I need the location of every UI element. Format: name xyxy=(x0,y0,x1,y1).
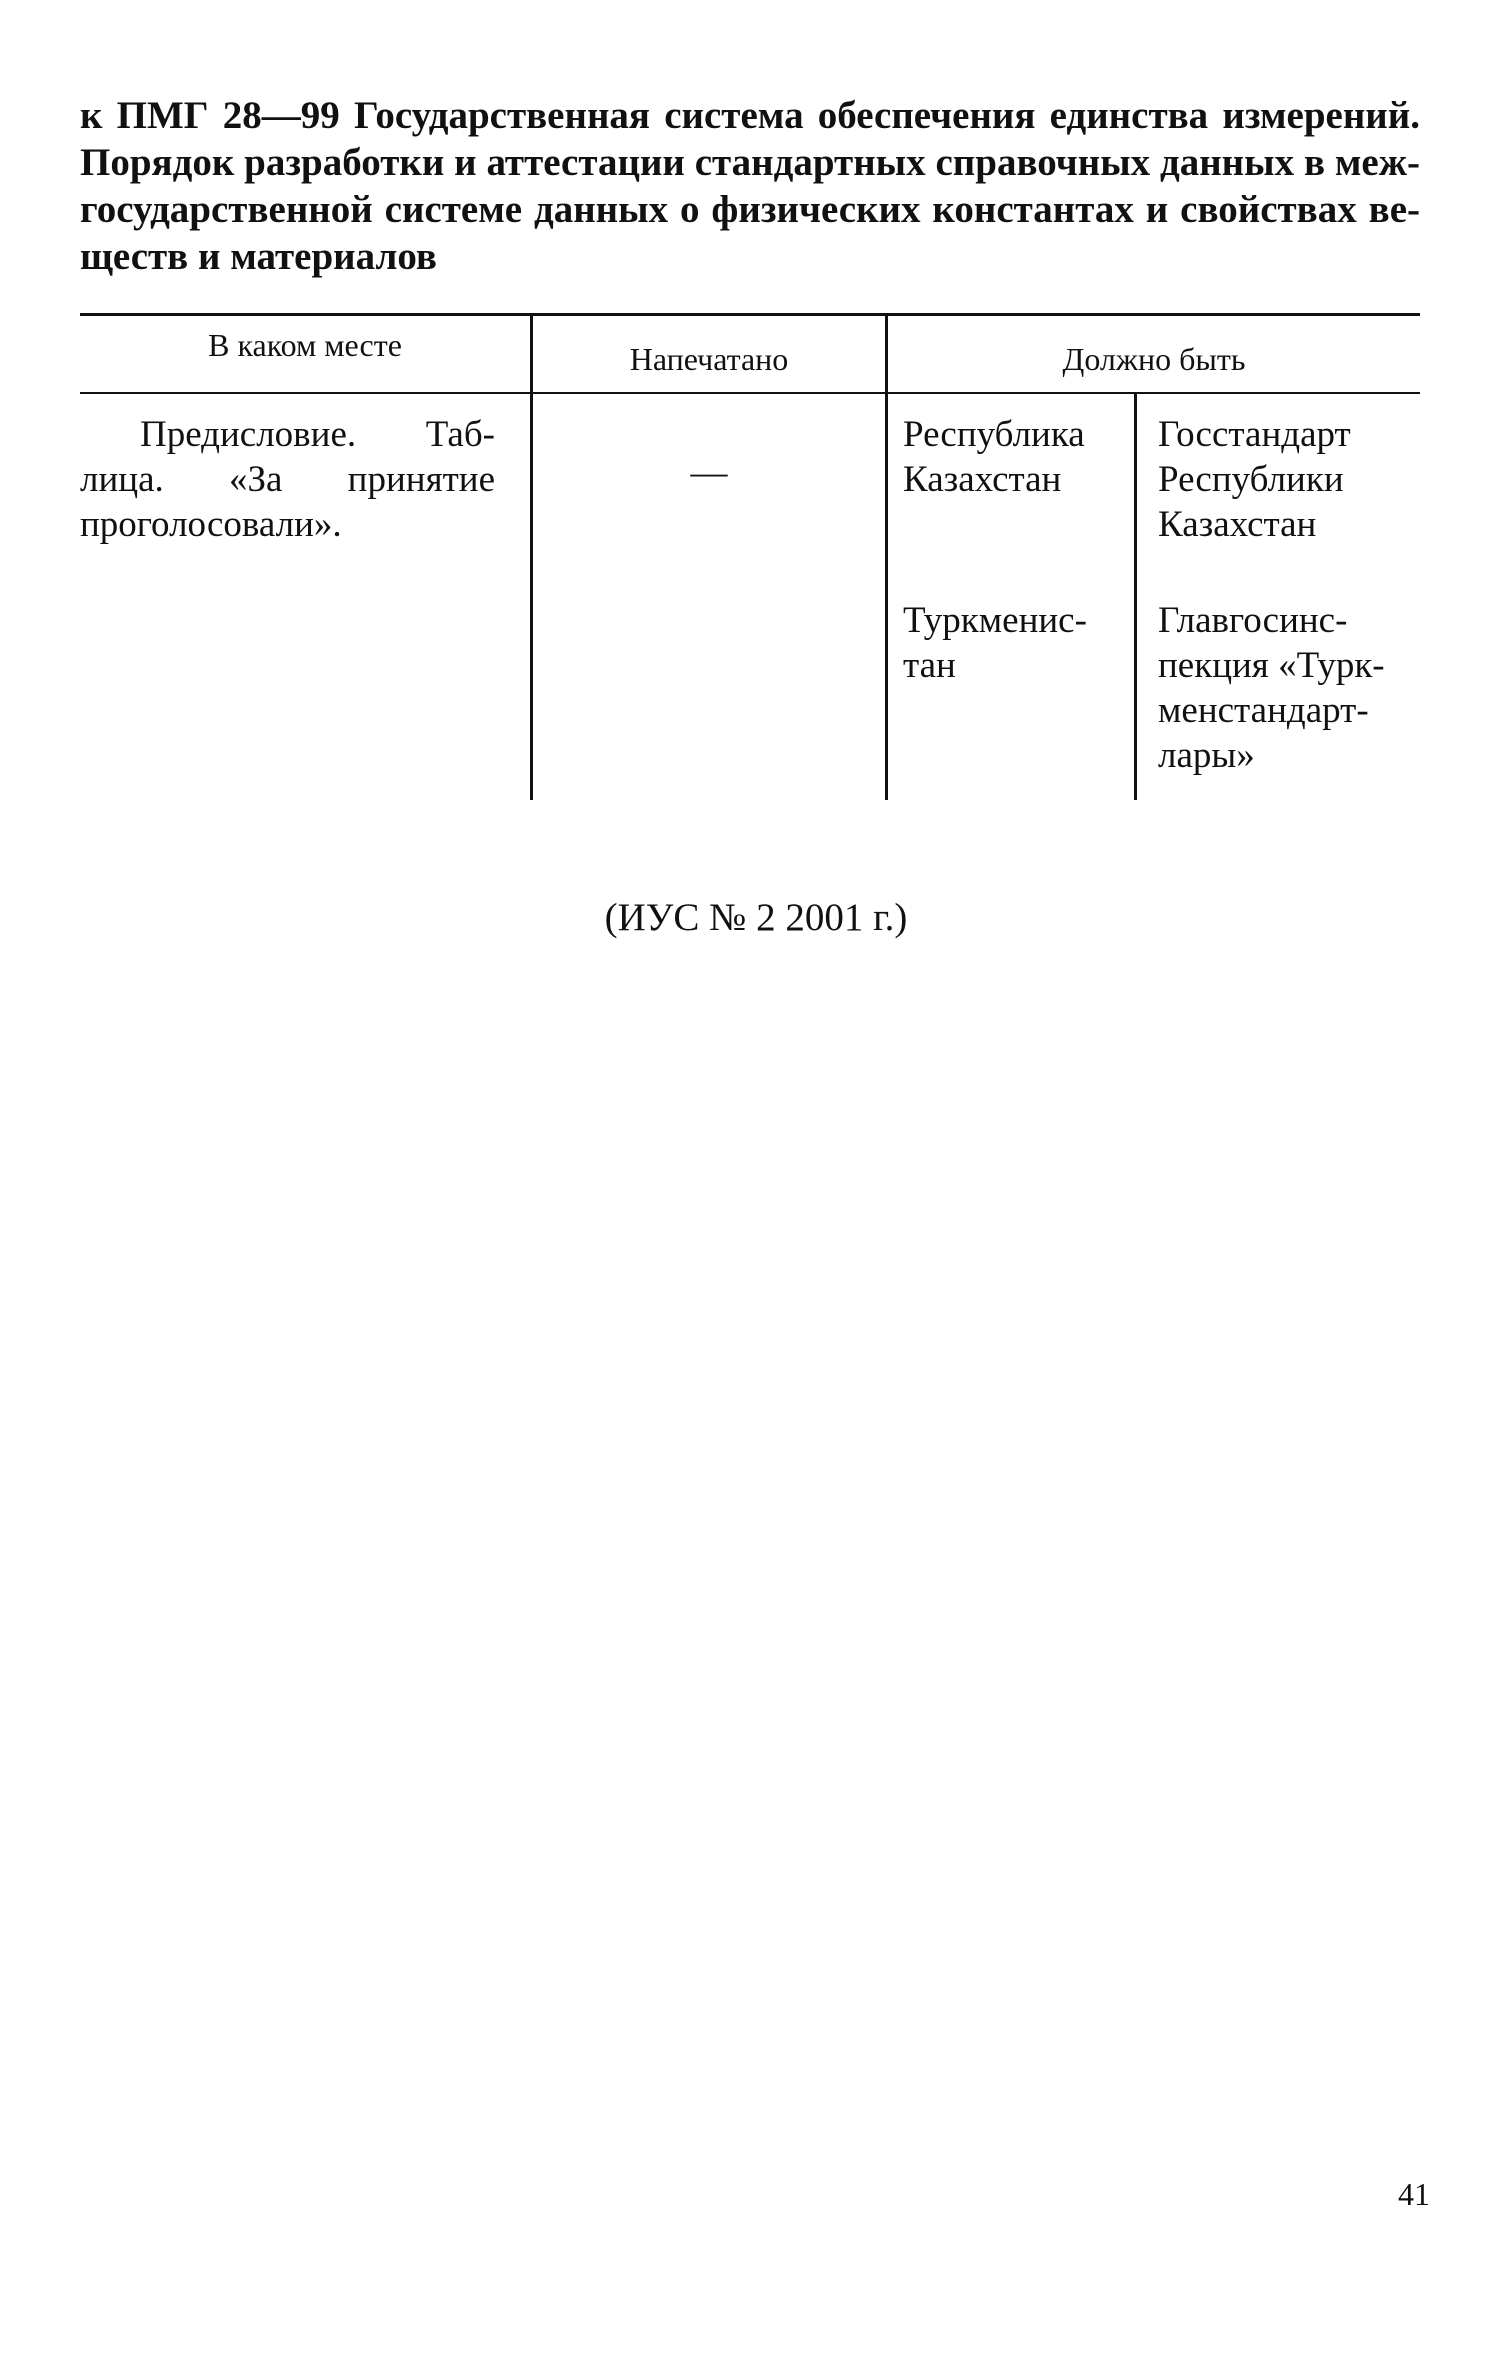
cell-place xyxy=(80,412,495,547)
body-line: Госстандарт xyxy=(1158,414,1351,455)
place-line: лица. «За принятие xyxy=(80,459,495,500)
body-line: Республики xyxy=(1158,459,1344,500)
header-should-be: Должно быть xyxy=(1062,341,1246,377)
table-divider-3 xyxy=(1134,392,1137,800)
page-number: 41 xyxy=(1398,2176,1430,2212)
place-line: Предисловие. Таб- xyxy=(140,414,495,455)
cell-body-2 xyxy=(1158,598,1420,778)
table-divider-1 xyxy=(530,313,533,800)
amendment-note: (ИУС № 2 2001 г.) xyxy=(604,896,908,939)
header-place: В каком месте xyxy=(208,327,402,363)
body-line: Казахстан xyxy=(1158,504,1317,545)
table-top-rule xyxy=(80,313,1420,316)
country-line: Туркменис- xyxy=(903,600,1087,641)
place-line: проголосовали». xyxy=(80,504,342,545)
heading-line: Порядок разработки и аттестации стандартных справочных данных в меж- xyxy=(80,141,1420,184)
document-heading xyxy=(80,92,1420,280)
body-line: пекция «Турк- xyxy=(1158,645,1385,686)
country-line: Республика xyxy=(903,414,1085,455)
table-header-rule xyxy=(80,392,1420,394)
cell-body-1 xyxy=(1158,412,1420,547)
heading-line: к ПМГ 28—99 Государственная система обеспечения единства измерений. xyxy=(80,94,1420,137)
header-printed: Напечатано xyxy=(629,341,789,377)
country-line: Казахстан xyxy=(903,459,1062,500)
heading-line: ществ и материалов xyxy=(80,235,437,278)
cell-country-2 xyxy=(903,598,1125,688)
heading-line: государственной системе данных о физических константах и свойствах ве- xyxy=(80,188,1420,231)
country-line: тан xyxy=(903,645,956,686)
body-line: Главгосинс- xyxy=(1158,600,1348,641)
body-line: менстандарт- xyxy=(1158,690,1369,731)
body-line: лары» xyxy=(1158,735,1255,776)
cell-printed: — xyxy=(690,452,728,493)
cell-country-1 xyxy=(903,412,1125,502)
table-divider-2 xyxy=(885,313,888,800)
